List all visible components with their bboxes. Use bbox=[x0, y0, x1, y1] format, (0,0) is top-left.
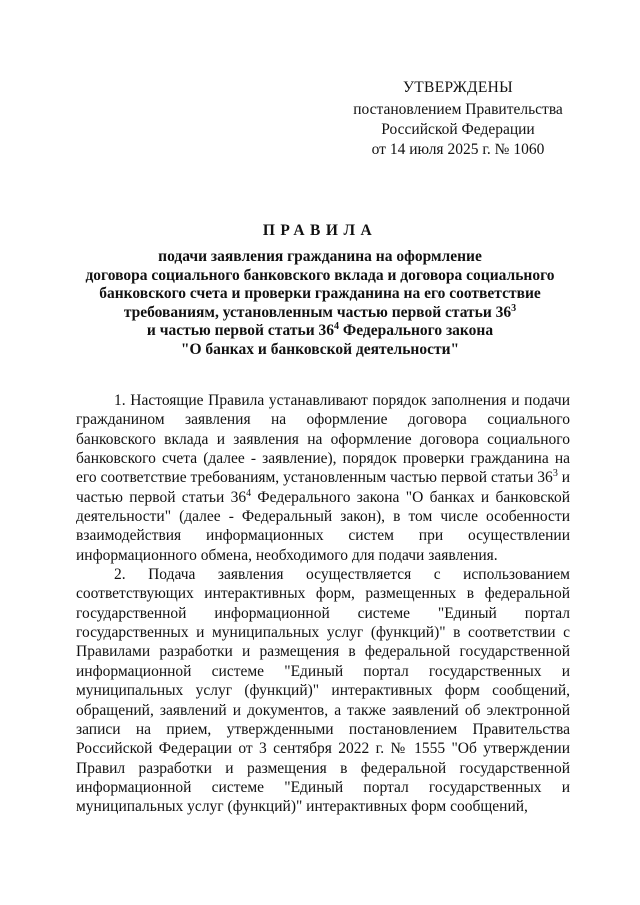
approval-heading: УТВЕРЖДЕНЫ bbox=[403, 79, 513, 96]
paragraph-1 bbox=[76, 391, 570, 565]
subtitle-line-5-text: и частью первой статьи 36 bbox=[146, 322, 335, 340]
document-title: ПРАВИЛА bbox=[262, 222, 378, 239]
subtitle-line-4-text: требованиям, установленным частью первой статьи 36 bbox=[123, 303, 512, 321]
paragraph-1-superscript-a: 3 bbox=[552, 468, 558, 480]
approval-block bbox=[338, 78, 578, 160]
document-body bbox=[76, 391, 570, 817]
subtitle-line-4-superscript: 3 bbox=[511, 302, 517, 314]
approval-line-3: от 14 июля 2025 г. № 1060 bbox=[371, 141, 545, 158]
paragraph-1-text-c: Федерального закона "О банках и банковской деятельности" (далее - Федеральный закон), в том числе особенности взаимодействия информационных систем при осуществлении информационного обмена, необходимого для подачи заявления. bbox=[76, 488, 570, 564]
subtitle-line-6: "О банках и банковской деятельности" bbox=[180, 340, 460, 358]
subtitle-line-1: подачи заявления гражданина на оформление bbox=[158, 248, 482, 265]
paragraph-1-text-a: 1. Настоящие Правила устанавливают порядок заполнения и подачи гражданином заявления на оформление договора социального банковского вклада и заявления на оформление договора социального банковского счета (далее - заявление), порядок проверки гражданина на его соответствие требованиям, установленным частью первой статьи 36 bbox=[76, 392, 570, 487]
subtitle-line-4 bbox=[60, 304, 580, 323]
subtitle-line-3: банковского счета и проверки гражданина на его соответствие bbox=[99, 285, 541, 303]
paragraph-2: 2. Подача заявления осуществляется с использованием соответствующих интерактивных форм, размещенных в федеральной государственной информационной системе "Единый портал государственных и муниципальных услуг (функций)" в соответствии с Правилами разработки и размещения в федеральной государственной информационной системе "Единый портал государственных и муниципальных услуг (функций)" интерактивных форм сообщений, обращений, заявлений и документов, а также заявлений об электронной записи на прием, утвержденными постановлением Правительства Российской Федерации от 3 сентября 2022 г. № 1555 "Об утверждении Правил разработки и размещения в федеральной государственной информационной системе "Единый портал государственных и муниципальных услуг (функций)" интерактивных форм сообщений, bbox=[76, 566, 570, 816]
subtitle-line-5-superscript: 4 bbox=[334, 321, 340, 333]
subtitle-line-5-tail: Федерального закона bbox=[339, 322, 494, 340]
document-subtitle bbox=[60, 248, 580, 360]
approval-line-2: Российской Федерации bbox=[381, 121, 535, 138]
subtitle-line-2: договора социального банковского вклада и договора социального bbox=[85, 266, 555, 284]
paragraph-1-superscript-b: 4 bbox=[246, 487, 252, 499]
paragraph-1-text-b: и частью первой статьи 36 bbox=[76, 469, 570, 506]
subtitle-line-5 bbox=[60, 322, 580, 341]
approval-line-1: постановлением Правительства bbox=[353, 101, 563, 118]
